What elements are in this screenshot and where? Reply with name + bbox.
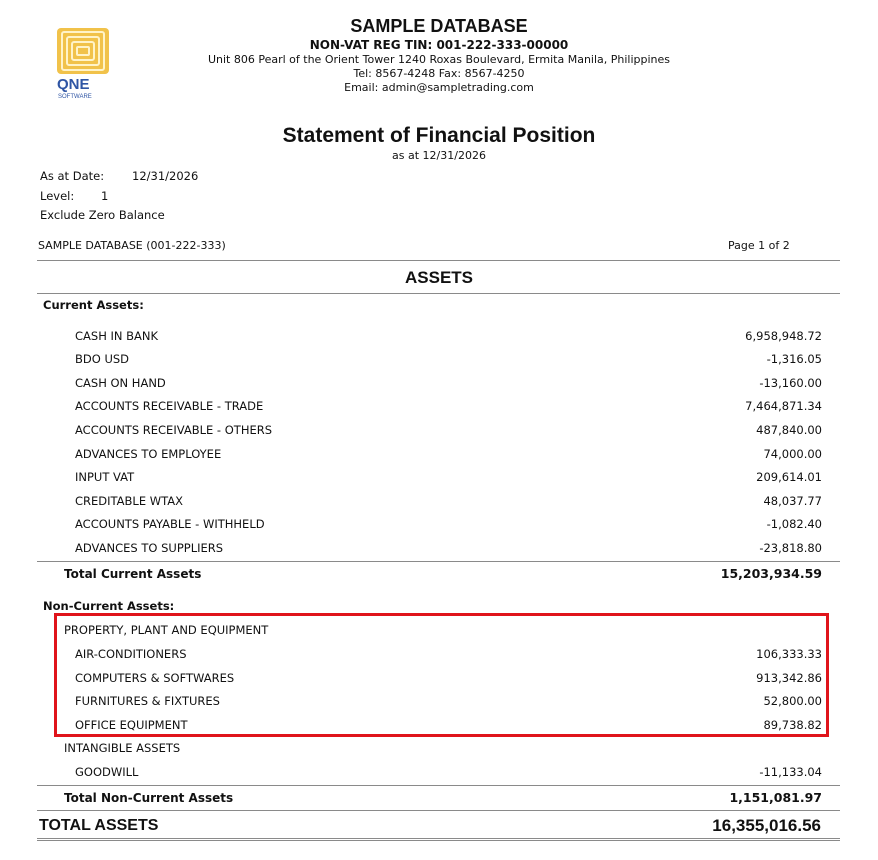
account-amount: 74,000.00 <box>763 447 822 461</box>
current-assets-label: Current Assets: <box>43 298 144 312</box>
total-non-current-assets-amount: 1,151,081.97 <box>729 790 822 805</box>
account-amount: 209,614.01 <box>756 470 822 484</box>
total-assets-label: TOTAL ASSETS <box>39 817 159 834</box>
account-name: ADVANCES TO EMPLOYEE <box>75 447 222 461</box>
account-amount: 6,958,948.72 <box>745 329 822 343</box>
account-name: ACCOUNTS RECEIVABLE - OTHERS <box>75 423 273 437</box>
account-amount: 106,333.33 <box>756 647 822 661</box>
company-name: SAMPLE DATABASE <box>350 16 528 36</box>
account-name: ACCOUNTS PAYABLE - WITHHELD <box>75 517 265 531</box>
account-amount: -1,316.05 <box>766 352 822 366</box>
account-name: ACCOUNTS RECEIVABLE - TRADE <box>75 399 264 413</box>
company-tin: NON-VAT REG TIN: 001-222-333-00000 <box>309 38 569 52</box>
account-name: FURNITURES & FIXTURES <box>75 694 220 708</box>
exclude-zero-label: Exclude Zero Balance <box>40 208 165 222</box>
account-name: CASH IN BANK <box>75 329 159 343</box>
account-name: INPUT VAT <box>75 470 135 484</box>
divider <box>37 810 840 811</box>
level-value: 1 <box>101 189 109 203</box>
total-current-assets-amount: 15,203,934.59 <box>720 566 822 581</box>
account-amount: 913,342.86 <box>756 671 822 685</box>
account-amount: -1,082.40 <box>766 517 822 531</box>
company-address: Unit 806 Pearl of the Orient Tower 1240 Roxas Boulevard, Ermita Manila, Philippines <box>207 53 671 66</box>
account-amount: -23,818.80 <box>759 541 822 555</box>
level-label: Level: <box>40 189 75 203</box>
report-subtitle: as at 12/31/2026 <box>392 149 486 162</box>
non-current-assets-label: Non-Current Assets: <box>43 599 175 613</box>
account-amount: 52,800.00 <box>763 694 822 708</box>
intangible-group-label: INTANGIBLE ASSETS <box>64 741 181 755</box>
account-name: AIR-CONDITIONERS <box>75 647 187 661</box>
logo-text: QNE <box>57 76 90 93</box>
company-tel-fax: Tel: 8567-4248 Fax: 8567-4250 <box>353 67 525 80</box>
divider <box>37 293 840 294</box>
double-underline <box>37 838 840 841</box>
account-amount: 48,037.77 <box>763 494 822 508</box>
logo-subtext: SOFTWARE <box>58 94 92 100</box>
as-at-label: As at Date: <box>40 169 105 183</box>
account-amount: -11,133.04 <box>759 765 822 779</box>
company-email: Email: admin@sampletrading.com <box>344 81 534 94</box>
as-at-value: 12/31/2026 <box>132 169 199 183</box>
page-number: Page 1 of 2 <box>728 239 790 252</box>
divider <box>37 561 840 562</box>
account-name: GOODWILL <box>75 765 139 779</box>
account-name: BDO USD <box>75 352 130 366</box>
total-non-current-assets-label: Total Non-Current Assets <box>64 791 234 805</box>
total-current-assets-label: Total Current Assets <box>64 567 202 581</box>
account-amount: 89,738.82 <box>763 718 822 732</box>
divider <box>37 785 840 786</box>
account-name: CREDITABLE WTAX <box>75 494 183 508</box>
account-amount: -13,160.00 <box>759 376 822 390</box>
report-title: Statement of Financial Position <box>282 124 596 147</box>
total-assets-amount: 16,355,016.56 <box>712 816 821 835</box>
account-name: OFFICE EQUIPMENT <box>75 718 188 732</box>
account-name: COMPUTERS & SOFTWARES <box>75 671 235 685</box>
assets-section-title: ASSETS <box>404 268 474 287</box>
account-name: ADVANCES TO SUPPLIERS <box>75 541 224 555</box>
ppe-group-label: PROPERTY, PLANT AND EQUIPMENT <box>64 623 269 637</box>
account-name: CASH ON HAND <box>75 376 166 390</box>
account-amount: 7,464,871.34 <box>745 399 822 413</box>
database-id: SAMPLE DATABASE (001-222-333) <box>38 239 226 252</box>
divider <box>37 260 840 261</box>
account-amount: 487,840.00 <box>756 423 822 437</box>
